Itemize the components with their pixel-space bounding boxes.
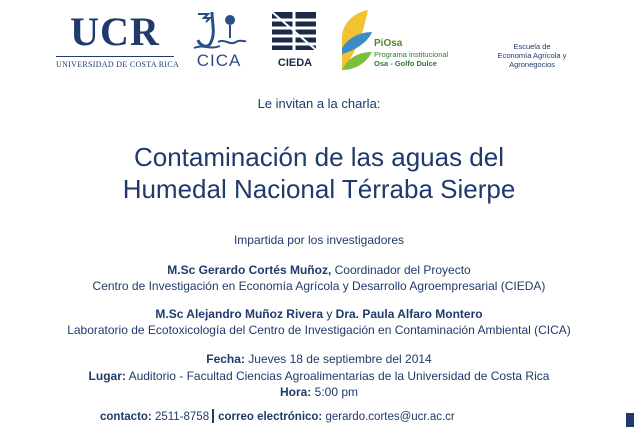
piosa-leaf-icon [338,8,374,72]
talk-title [0,141,638,205]
phone-value: 2511-8758 [151,411,210,423]
email-value[interactable]: gerardo.cortes@ucr.ac.cr [322,411,455,423]
lugar-line [0,369,638,383]
email-label: correo electrónico: [218,411,323,423]
fecha-label: Fecha: [206,352,245,366]
speaker1-name: M.Sc Gerardo Cortés Muñoz, [167,263,332,277]
phone-label: contacto: [100,411,152,423]
escuela-logo [482,42,582,69]
escuela-line3: Agronegocios [509,60,555,69]
fecha-line [0,352,638,366]
lugar-label: Lugar: [88,369,126,383]
speaker1-role: Coordinador del Proyecto [331,263,471,277]
speaker2-line [0,307,638,321]
talk-title-line1: Contaminación de las aguas del [133,142,505,172]
hora-line [0,385,638,399]
piosa-logo [338,8,468,74]
ucr-logo [56,9,180,69]
speaker2-name2: Dra. Paula Alfaro Montero [335,307,483,321]
cieda-logo-text: CIEDA [277,57,313,69]
cieda-logo [266,10,324,69]
piosa-logo-line1: Programa institucional [374,50,449,59]
speakers-intro: Impartida por los investigadores [233,233,405,247]
contact-line [100,409,455,423]
speaker2-center: Laboratorio de Ecotoxicología del Centro de Investigación en Contaminación Ambiental (CICA) [67,323,571,337]
lugar-value: Auditorio - Facultad Ciencias Agroalimentarias de la Universidad de Costa Rica [125,369,550,383]
speaker1-line [0,263,638,277]
speaker2-and: y [323,307,336,321]
hora-label: Hora: [279,385,312,399]
cica-logo-text: CICA [196,51,242,70]
logo-bar [0,8,638,78]
speaker2-name1: M.Sc Alejandro Muñoz Rivera [155,307,323,321]
hora-value: 5:00 pm [311,385,359,399]
corner-accent [626,413,634,427]
cica-logo [190,8,248,71]
fecha-value: Jueves 18 de septiembre del 2014 [244,352,432,366]
speaker1-center: Centro de Investigación en Economía Agrícola y Desarrollo Agroempresarial (CIEDA) [92,279,546,293]
contact-divider [212,409,214,423]
invite-text: Le invitan a la charla: [257,96,381,111]
escuela-line1: Escuela de [513,42,551,51]
cica-emblem-icon [190,8,248,52]
piosa-logo-name: PiOsa [374,38,403,49]
talk-title-line2: Humedal Nacional Térraba Sierpe [122,174,516,204]
ucr-logo-text: UCR [70,9,160,54]
ucr-logo-subtext: UNIVERSIDAD DE COSTA RICA [56,56,174,69]
cieda-emblem-icon [266,10,324,52]
escuela-line2: Economía Agrícola y [497,51,567,60]
piosa-logo-line2: Osa - Golfo Dulce [374,59,437,68]
